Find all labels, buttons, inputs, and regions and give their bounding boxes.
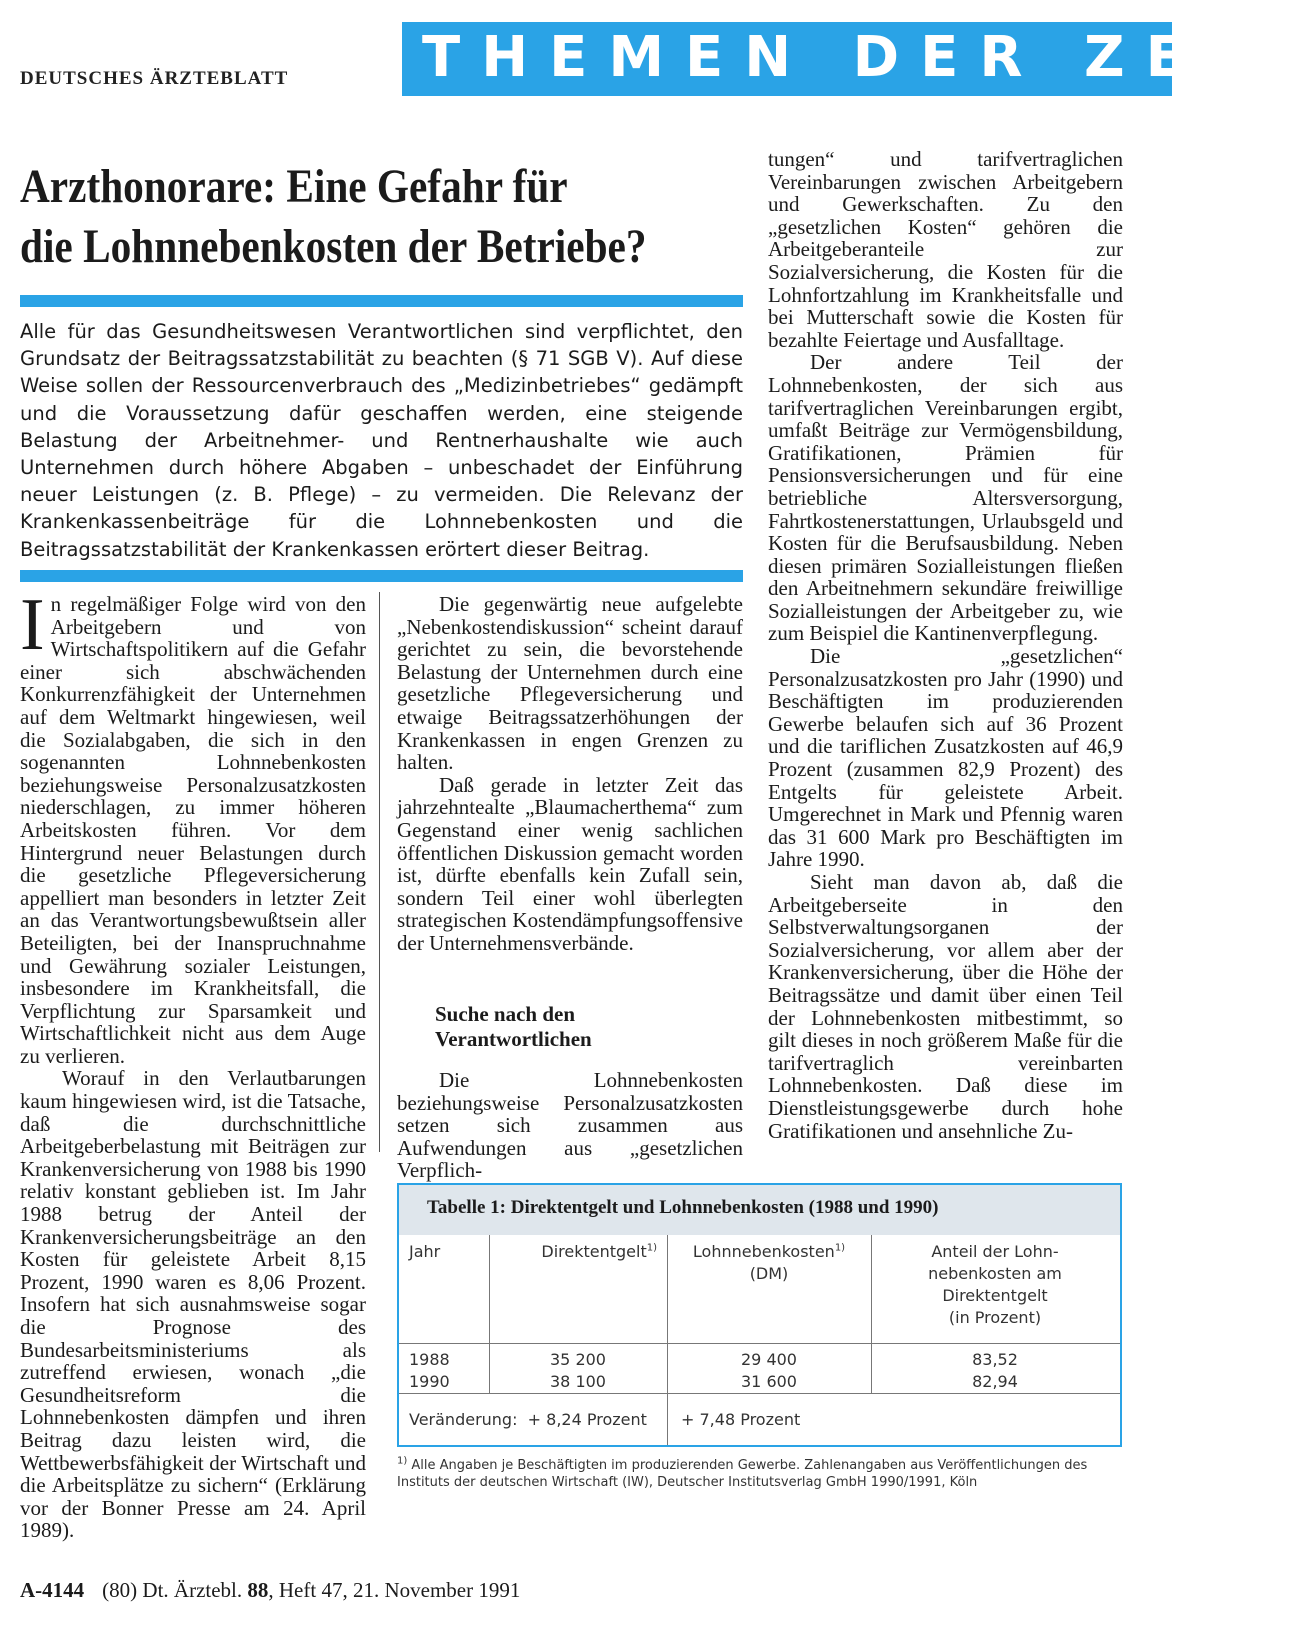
table-divider [667, 1235, 668, 1445]
cell-jahr: 1990 [409, 1372, 450, 1391]
table-divider [489, 1235, 490, 1393]
header-unit: (DM) [749, 1264, 789, 1283]
table-divider [399, 1393, 1120, 1394]
column-2-continued [397, 1069, 743, 1182]
citation: (80) Dt. Ärztebl. [102, 1578, 243, 1602]
header-lohnnebenkosten-label: Lohnnebenkosten [692, 1242, 835, 1261]
header-lohnnebenkosten [671, 1241, 867, 1263]
table-header-bar [399, 1185, 1120, 1235]
article-title [20, 157, 656, 277]
column-divider [379, 592, 380, 1152]
change-lohnnebenkosten: + 7,48 Prozent [681, 1410, 801, 1429]
column-2 [397, 593, 743, 955]
header-anteil-4: (in Prozent) [948, 1308, 1042, 1327]
paragraph: Sieht man davon ab, daß die Arbeitgeberseite in den Selbstverwaltungsorganen der Sozialversicherung, vor allem aber der Krankenversicherung, über die Höhe der Beitragssätze und damit über einen Teil der Lohnnebenkosten mitbestimmt, so gilt dieses in noch größerem Maße für die tarifvertraglich vereinbarten Lohnnebenkosten. Daß diese im Dienstleistungsgewerbe durch hohe Gratifikationen und ansehnliche Zu- [768, 870, 1123, 1143]
paragraph [20, 584, 366, 1068]
issue: , Heft 47, 21. November 1991 [268, 1578, 521, 1602]
header-jahr: Jahr [409, 1242, 441, 1261]
subheading [435, 1002, 735, 1052]
subheading-line-1: Suche nach den [435, 1002, 576, 1026]
cell-direktentgelt: 35 200 [550, 1350, 606, 1369]
paragraph: Die gegenwärtig neue aufgelebte „Nebenkostendiskussion“ scheint darauf gerichtet zu sein, die bevorstehende Belastung der Unternehmen durch eine gesetzliche Pflegeversicherung und etwaige Beitragssatzerhöhungen der Krankenkassen in engen Grenzen zu halten. [397, 592, 743, 775]
journal-name: DEUTSCHES ÄRZTEBLATT [20, 68, 289, 89]
paragraph: Worauf in den Verlautbarungen kaum hingewiesen wird, ist die Tatsache, daß die durchschnittliche Arbeitgeberbelastung mit Beiträgen zur Krankenversicherung von 1988 bis 1990 relativ konstant geblieben ist. Im Jahr 1988 betrug der Anteil der Krankenversicherungsbeiträge an den Kosten für geleistete Arbeit 8,15 Prozent, 1990 waren es 8,06 Prozent. Insofern hat sich ausnahmsweise sogar die Prognose des Bundesarbeitsministeriums als zutreffend erwiesen, wonach „die Gesundheitsreform die Lohnnebenkosten dämpfen und ihren Beitrag dazu leisten wird, die Wettbewerbsfähigkeit der Wirtschaft und die Arbeitsplätze zu sichern“ (Erklärung vor der Bonner Presse am 24. April 1989). [20, 1066, 366, 1543]
cell-anteil: 83,52 [972, 1350, 1018, 1369]
page-number: A-4144 [20, 1578, 85, 1602]
volume: 88 [247, 1578, 269, 1602]
cell-anteil: 82,94 [972, 1372, 1018, 1391]
table-divider [399, 1343, 1120, 1344]
footnote-ref: 1) [646, 1242, 657, 1254]
footnote-ref: 1) [834, 1242, 846, 1254]
footnote-mark: 1) [397, 1455, 408, 1467]
column-3 [768, 148, 1123, 1142]
cell-lohnnebenkosten: 29 400 [741, 1350, 797, 1369]
change-direktentgelt: Veränderung: + 8,24 Prozent [409, 1410, 647, 1429]
column-1 [20, 584, 366, 1543]
paragraph: tungen“ und tarifvertraglichen Vereinbarungen zwischen Arbeitgebern und Gewerkschaften. Zu den „gesetzlichen Kosten“ gehören die Arbeitgeberanteile zur Sozialversicherung, die Kosten für die Lohnfortzahlung im Krankheitsfalle und bei Mutterschaft sowie die Kosten für bezahlte Feiertage und Ausfalltage. [768, 147, 1123, 352]
paragraph: Die „gesetzlichen“ Personalzusatzkosten pro Jahr (1990) und Beschäftigten im produzierenden Gewerbe belaufen sich auf 36 Prozent und die tariflichen Zusatzkosten auf 46,9 Prozent (zusammen 82,9 Prozent) des Entgelts für geleistete Arbeit. Umgerechnet in Mark und Pfennig waren das 31 600 Mark pro Beschäftigten im Jahre 1990. [768, 644, 1123, 872]
footnote-text: Alle Angaben je Beschäftigten im produzierenden Gewerbe. Zahlenangaben aus Veröffentlichungen des Instituts der deutschen Wirtschaft (IW), Deutscher Institutsverlag GmbH 1990/1991, Köln [397, 1458, 1088, 1490]
lead-rule-bottom [20, 570, 743, 582]
table-grid [399, 1235, 1120, 1445]
drop-cap: I [20, 584, 45, 666]
paragraph-text: n regelmäßiger Folge wird von den Arbeitgebern und von Wirtschaftspolitikern auf die Gefahr einer sich abschwächenden Konkurrenzfähigkeit der Unternehmen auf dem Weltmarkt hingewiesen, weil die Sozialabgaben, die sich in den sogenannten Lohnnebenkosten beziehungsweise Personalzusatzkosten niederschlagen, zu immer höheren Arbeitskosten führen. Vor dem Hintergrund neuer Belastungen durch die gesetzliche Pflegeversicherung appelliert man besonders in letzter Zeit an das Verantwortungsbewußtsein aller Beteiligten, bei der Inanspruchnahme und Gewährung sozialer Leistungen, insbesondere im Krankheitsfall, die Verpflichtung zur Sparsamkeit und Wirtschaftlichkeit nicht aus dem Auge zu verlieren. [20, 592, 366, 1068]
title-line-1: Arzthonorare: Eine Gefahr für [20, 160, 568, 213]
cell-lohnnebenkosten: 31 600 [741, 1372, 797, 1391]
paragraph: Die Lohnnebenkosten beziehungsweise Personalzusatzkosten setzen sich zusammen aus Aufwendungen aus „gesetzlichen Verpflich- [397, 1068, 743, 1183]
table-footnote [397, 1457, 1137, 1491]
title-line-2: die Lohnnebenkosten der Betriebe? [20, 220, 647, 273]
data-table [397, 1183, 1122, 1447]
cell-jahr: 1988 [409, 1350, 450, 1369]
lead-rule-top [20, 295, 743, 307]
paragraph: Daß gerade in letzter Zeit das jahrzehntealte „Blaumacherthema“ zum Gegenstand einer wenig sachlichen öffentlichen Diskussion gemacht worden ist, dürfte ebenfalls kein Zufall sein, sondern Teil einer wohl überlegten strategischen Kostendämpfungsoffensive der Unternehmensverbände. [397, 772, 743, 955]
table-title: Tabelle 1: Direktentgelt und Lohnnebenkosten (1988 und 1990) [427, 1197, 939, 1218]
header-direktentgelt-label: Direktentgelt [541, 1242, 647, 1261]
paragraph: Der andere Teil der Lohnnebenkosten, der sich aus tarifvertraglichen Vereinbarungen ergibt, umfaßt Beiträge zur Vermögensbildung, Gratifikationen, Prämien für Pensionsversicherungen und für eine betriebliche Altersversorgung, Fahrtkostenerstattungen, Urlaubsgeld und Kosten für die Berufsausbildung. Neben diesen primären Sozialleistungen fließen den Arbeitnehmern sekundäre freiwillige Sozialleistungen der Arbeitgeber zu, wie zum Beispiel die Kantinenverpflegung. [768, 350, 1123, 646]
page-footer [20, 1578, 520, 1603]
header-anteil-3: Direktentgelt [942, 1286, 1048, 1305]
table-divider [871, 1235, 872, 1393]
cell-direktentgelt: 38 100 [550, 1372, 606, 1391]
subheading-line-2: Verantwortlichen [435, 1027, 592, 1051]
header-anteil-2: nebenkosten am [928, 1264, 1062, 1283]
header-direktentgelt [507, 1241, 657, 1263]
lead-paragraph: Alle für das Gesundheitswesen Verantwortlichen sind verpflichtet, den Grundsatz der Beitragssatzstabilität zu beachten (§ 71 SGB V). Auf diese Weise sollen der Ressourcenverbrauch des „Medizinbetriebes“ gedämpft und die Voraussetzung dafür geschaffen werden, eine steigende Belastung der Arbeitnehmer- und Rentnerhaushalte wie auch Unternehmen durch höhere Abgaben – unbeschadet der Einführung neuer Leistungen (z. B. Pflege) – zu vermeiden. Die Relevanz der Krankenkassenbeiträge für die Lohnnebenkosten und die Beitragssatzstabilität der Krankenkassen erörtert dieser Beitrag. [20, 320, 743, 561]
section-title: THEMEN DER ZEIT [422, 25, 1306, 90]
header-anteil-1: Anteil der Lohn- [931, 1242, 1059, 1261]
